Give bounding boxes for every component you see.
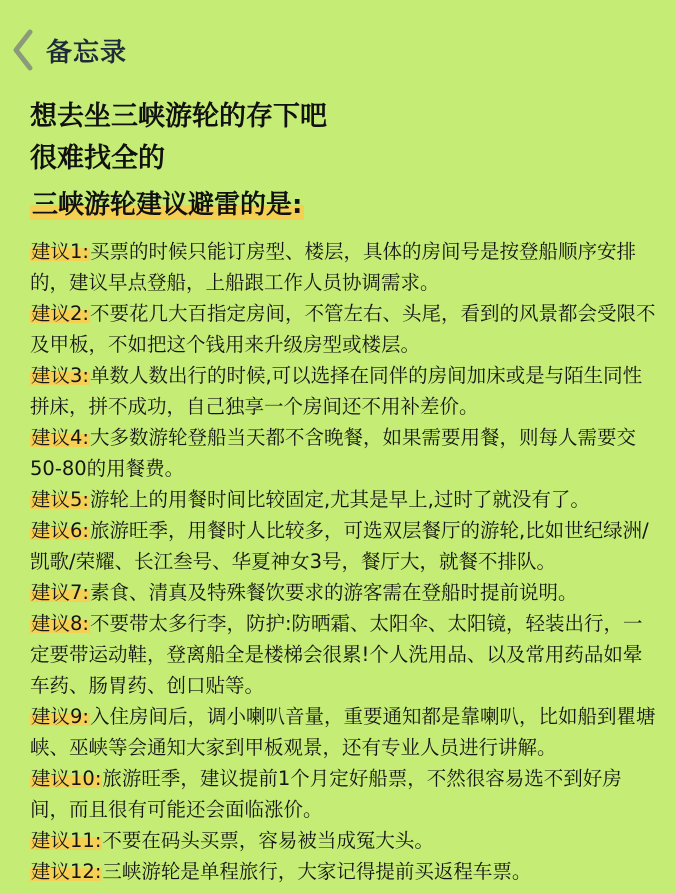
item-text: 大多数游轮登船当天都不含晚餐，如果需要用餐，则每人需要交50-80的用餐费。 [30,426,636,480]
nav-bar [0,22,127,78]
item-label: 建议11: [31,829,102,852]
note-title [30,96,327,180]
list-item [30,856,658,887]
list-item [30,236,658,298]
list-item [30,422,658,484]
subtitle-text: 三峡游轮建议避雷的是: [32,190,303,220]
item-label: 建议9: [31,705,89,728]
item-label: 建议10: [31,767,102,790]
item-text: 不要在码头买票，容易被当成冤大头。 [102,829,434,852]
item-text: 游轮上的用餐时间比较固定,尤其是早上,过时了就没有了。 [89,488,590,511]
list-item [30,484,658,515]
note-subtitle [30,186,304,224]
item-text: 旅游旺季，建议提前1个月定好船票，不然很容易选不到好房间，而且很有可能还会面临涨价。 [30,767,622,821]
list-item [30,701,658,763]
chevron-left-icon[interactable] [10,28,36,72]
item-label: 建议3: [31,364,89,387]
item-text: 素食、清真及特殊餐饮要求的游客需在登船时提前说明。 [89,581,578,604]
title-line: 想去坐三峡游轮的存下吧 [30,101,327,132]
list-item [30,515,658,577]
item-label: 建议4: [31,426,89,449]
item-text: 单数人数出行的时候,可以选择在同伴的房间加床或是与陌生同性拼床，拼不成功，自己独享一个房间还不用补差价。 [30,364,643,418]
item-label: 建议8: [31,612,89,635]
item-label: 建议7: [31,581,89,604]
item-text: 三峡游轮是单程旅行，大家记得提前买返程车票。 [102,860,532,883]
title-line: 很难找全的 [30,143,165,174]
list-item [30,298,658,360]
list-item [30,577,658,608]
item-label: 建议12: [31,860,102,883]
note-body [30,236,658,887]
item-label: 建议5: [31,488,89,511]
list-item [30,608,658,701]
item-text: 买票的时候只能订房型、楼层，具体的房间号是按登船顺序安排的，建议早点登船，上船跟工作人员协调需求。 [30,240,636,294]
item-label: 建议1: [31,240,89,263]
item-label: 建议6: [31,519,89,542]
item-text: 入住房间后，调小喇叭音量，重要通知都是靠喇叭，比如船到瞿塘峡、巫峡等会通知大家到甲板观景，还有专业人员进行讲解。 [30,705,656,759]
back-button-label[interactable]: 备忘录 [46,37,128,68]
list-item [30,825,658,856]
list-item [30,763,658,825]
item-text: 不要带太多行李，防护:防晒霜、太阳伞、太阳镜，轻装出行，一定要带运动鞋，登离船全是楼梯会很累!个人洗用品、以及常用药品如晕车药、肠胃药、创口贴等。 [30,612,643,697]
list-item [30,360,658,422]
item-text: 不要花几大百指定房间，不管左右、头尾，看到的风景都会受限不及甲板，不如把这个钱用来升级房型或楼层。 [30,302,656,356]
item-text: 旅游旺季，用餐时人比较多，可选双层餐厅的游轮,比如世纪绿洲/凯歌/荣耀、长江叁号、华夏神女3号，餐厅大，就餐不排队。 [30,519,649,573]
item-label: 建议2: [31,302,89,325]
